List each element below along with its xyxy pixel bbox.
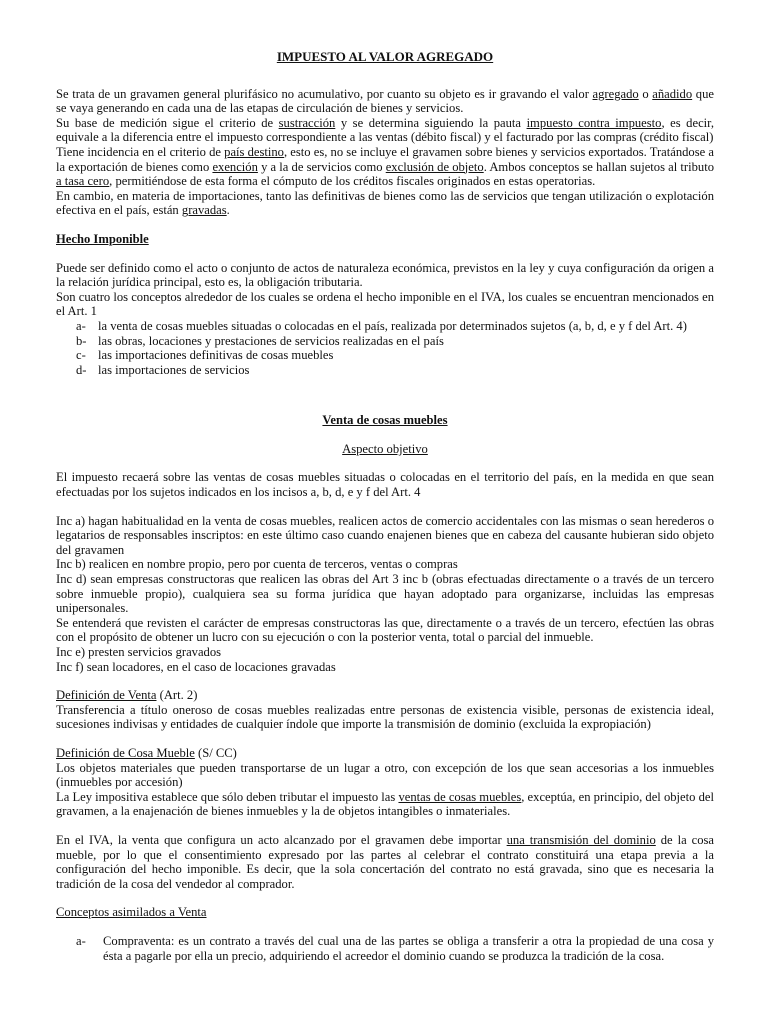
intro-paragraph-3: Tiene incidencia en el criterio de país destino, esto es, no se incluye el gravamen sobre bienes y servicios exportados. Tratándose a la exportación de bienes como exención y a la de servicios como exclusión de objeto. Ambos conceptos se hallan sujetos al tributo a tasa cero, permitiéndose de esta forma el cómputo de los créditos fiscales originados en estas operatorias. bbox=[56, 144, 715, 189]
inc-a-paragraph: Inc a) hagan habitualidad en la venta de cosas muebles, realicen actos de comercio accidentales con las mismas o sean herederos o legatarios de responsables inscriptos: en este último caso cuando enajenen bienes que en cabeza del causante hubieran sido objeto del gravamen bbox=[56, 513, 714, 557]
inc-b-paragraph: Inc b) realicen en nombre propio, pero por cuenta de terceros, ventas o compras bbox=[56, 557, 458, 572]
asimilados-heading: Conceptos asimilados a Venta bbox=[56, 905, 207, 920]
def-cosa-paragraph: Definición de Cosa Mueble (S/ CC) bbox=[56, 745, 237, 760]
section-heading-venta: Venta de cosas muebles bbox=[322, 413, 448, 428]
subheading-aspecto-objetivo: Aspecto objetivo bbox=[342, 441, 428, 456]
term-tasa-cero: a tasa cero bbox=[56, 174, 110, 189]
intro-paragraph-2: Su base de medición sigue el criterio de sustracción y se determina siguiendo la pauta impuesto contra impuesto, es decir, equivale a la diferencia entre el impuesto correspondiente a las ventas (débito fiscal) y el facturado por las compras (crédito fiscal) bbox=[56, 115, 714, 145]
iva-paragraph: En el IVA, la venta que configura un acto alcanzado por el gravamen debe importar una transmisión del dominio de la cosa mueble, por lo que el consentimiento expresado por las partes al celebrar el contrato constituirá una etapa previa a la configuración del hecho imponible. Es decir, que la sola concertación del contrato no está gravada, sino que es necesaria la tradición de la cosa del vendedor al comprador. bbox=[56, 832, 714, 891]
inc-f-paragraph: Inc f) sean locadores, en el caso de locaciones gravadas bbox=[56, 659, 336, 674]
page-title: IMPUESTO AL VALOR AGREGADO bbox=[276, 49, 494, 64]
hecho-paragraph-2: Son cuatro los conceptos alrededor de los cuales se ordena el hecho imponible en el IVA, los cuales se encuentran mencionados en el Art. 1 bbox=[56, 289, 714, 319]
term-pais-destino: país destino bbox=[224, 144, 284, 159]
hecho-list bbox=[56, 319, 714, 377]
asimilados-list bbox=[56, 934, 714, 963]
venta-paragraph-1: El impuesto recaerá sobre las ventas de cosas muebles situadas o colocadas en el territorio del país, en la medida en que sean efectuadas por los sujetos indicados en los incisos a, b, d, e y f del Art. 4 bbox=[56, 470, 714, 500]
term-impuesto-contra-impuesto: impuesto contra impuesto bbox=[526, 115, 662, 130]
list-item: c- las importaciones definitivas de cosas muebles bbox=[76, 348, 334, 363]
term-transmision-dominio: una transmisión del dominio bbox=[506, 832, 656, 847]
inc-e-paragraph: Inc e) presten servicios gravados bbox=[56, 645, 222, 659]
term-ventas-cosas-muebles: ventas de cosas muebles bbox=[398, 789, 522, 804]
def-venta-label: Definición de Venta bbox=[56, 688, 157, 703]
term-anadido: añadido bbox=[652, 86, 693, 101]
def-cosa-label: Definición de Cosa Mueble bbox=[56, 745, 195, 760]
def-cosa-paragraph-2: La Ley impositiva establece que sólo deben tributar el impuesto las ventas de cosas muebles, exceptúa, en principio, del objeto del gravamen, a la enajenación de bienes inmuebles y la de objetos intangibles o inmateriales. bbox=[56, 789, 714, 819]
list-item: b- las obras, locaciones y prestaciones de servicios realizadas en el país bbox=[76, 333, 444, 348]
term-agregado: agregado bbox=[592, 86, 639, 101]
def-cosa-text: Los objetos materiales que pueden transportarse de un lugar a otro, con excepción de los que sean accesorias a los inmuebles (inmuebles por accesión) bbox=[56, 760, 714, 790]
list-item: d- las importaciones de servicios bbox=[76, 362, 250, 377]
def-venta-text: Transferencia a título oneroso de cosas muebles realizadas entre personas de existencia visible, personas de existencia ideal, sucesiones indivisas y entidades de cualquier índole que importe la transmisión de dominio (excluida la expropiación) bbox=[56, 702, 714, 732]
intro-paragraph-4: En cambio, en materia de importaciones, tanto las definitivas de bienes como las de servicios que tengan utilización o explotación efectiva en el país, están gravadas. bbox=[56, 188, 714, 218]
section-heading-hecho-imponible: Hecho Imponible bbox=[56, 231, 149, 246]
list-item: a- la venta de cosas muebles situadas o colocadas en el país, realizada por determinados sujetos (a, b, d, e y f del Art. 4) bbox=[76, 318, 687, 333]
term-exencion: exención bbox=[212, 159, 258, 174]
hecho-paragraph-1: Puede ser definido como el acto o conjunto de actos de naturaleza económica, previstos en la ley y cuya configuración da origen a la relación jurídica principal, esto es, la obligación tributaria. bbox=[56, 260, 714, 290]
list-item: a- Compraventa: es un contrato a través del cual una de las partes se obliga a transferir a otra la propiedad de una cosa y ésta a pagarle por ella un precio, adquiriendo el acreedor el dominio cuando se produzca la tradición de la cosa. bbox=[76, 933, 714, 963]
intro-paragraph-1: Se trata de un gravamen general plurifásico no acumulativo, por cuanto su objeto es ir gravando el valor agregado o añadido que se vaya generando en cada una de las etapas de circulación de bienes y servicios. bbox=[56, 86, 714, 116]
term-gravadas: gravadas bbox=[181, 203, 227, 218]
term-exclusion-de-objeto: exclusión de objeto bbox=[385, 159, 484, 174]
def-venta-paragraph: Definición de Venta (Art. 2) bbox=[56, 688, 198, 703]
inc-d-continuation: Se entenderá que revisten el carácter de empresas constructoras las que, directamente o a través de un tercero, efectúen las obras con el propósito de obtener un lucro con su ejecución o con la posterior venta, total o parcial del inmueble. bbox=[56, 615, 714, 645]
inc-d-paragraph: Inc d) sean empresas constructoras que realicen las obras del Art 3 inc b (obras efectuadas directamente o a través de un tercero sobre inmueble propio), cualquiera sea su forma jurídica que hayan adoptado para organizarse, incluidas las empresas unipersonales. bbox=[56, 572, 714, 616]
term-sustraccion: sustracción bbox=[278, 115, 336, 130]
